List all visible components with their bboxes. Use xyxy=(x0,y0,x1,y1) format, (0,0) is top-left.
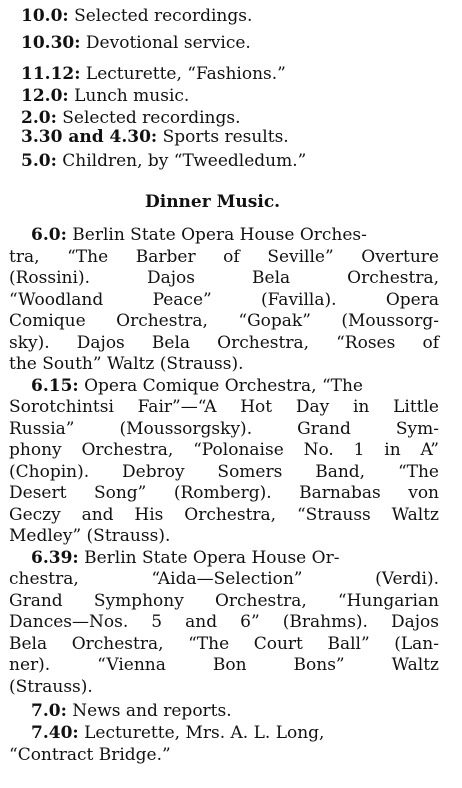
schedule-entry xyxy=(21,108,241,128)
entry-text: Lunch music. xyxy=(68,86,190,106)
block-line: Dances—Nos. 5 and 6” (Brahms). Dajos xyxy=(9,612,439,632)
block-line: chestra, “Aida—Selection” (Verdi). xyxy=(9,569,439,589)
block-line: Grand Symphony Orchestra, “Hungarian xyxy=(9,591,439,611)
entry-time: 10.0: xyxy=(21,6,69,26)
block-line: (Chopin). Debroy Somers Band, “The xyxy=(9,462,439,482)
block-line: Russia” (Moussorgsky). Grand Sym- xyxy=(9,419,439,439)
block-line: (Strauss). xyxy=(9,677,93,697)
block-line: phony Orchestra, “Polonaise No. 1 in A” xyxy=(9,440,439,460)
block-line: the South” Waltz (Strauss). xyxy=(9,354,244,374)
block-line: Sorotchintsi Fair”—“A Hot Day in Little xyxy=(9,397,439,417)
block-first-line xyxy=(31,225,367,245)
entry-time: 10.30: xyxy=(21,33,81,53)
block-line: ner). “Vienna Bon Bons” Waltz xyxy=(9,655,439,675)
schedule-entry xyxy=(21,86,189,106)
schedule-entry xyxy=(21,6,252,26)
entry-time: 12.0: xyxy=(21,86,69,106)
entry-text: Devotional service. xyxy=(80,33,251,53)
schedule-entry xyxy=(21,64,286,84)
block-line: Bela Orchestra, “The Court Ball” (Lan- xyxy=(9,634,439,654)
block-line: tra, “The Barber of Seville” Overture xyxy=(9,247,439,267)
block-time: 6.39: xyxy=(31,548,79,568)
block-line: Berlin State Opera House Or- xyxy=(78,548,340,568)
block-line: Opera Comique Orchestra, “The xyxy=(78,376,363,396)
block-time: 7.40: xyxy=(31,723,79,743)
schedule-entry xyxy=(21,33,251,53)
entry-time: 3.30 and 4.30: xyxy=(21,127,158,147)
block-line: News and reports. xyxy=(66,701,232,721)
section-heading: Dinner Music. xyxy=(145,192,281,212)
schedule-entry xyxy=(21,151,306,171)
entry-text: Selected recordings. xyxy=(56,108,241,128)
block-first-line xyxy=(31,548,339,568)
block-line: sky). Dajos Bela Orchestra, “Roses of xyxy=(9,333,439,353)
entry-time: 11.12: xyxy=(21,64,81,84)
block-time: 6.15: xyxy=(31,376,79,396)
entry-time: 2.0: xyxy=(21,108,57,128)
block-first-line xyxy=(31,723,324,743)
block-line: Lecturette, Mrs. A. L. Long, xyxy=(78,723,325,743)
block-time: 6.0: xyxy=(31,225,67,245)
program-block-7-0 xyxy=(31,701,232,721)
block-time: 7.0: xyxy=(31,701,67,721)
block-line: Medley” (Strauss). xyxy=(9,526,171,546)
entry-text: Sports results. xyxy=(157,127,289,147)
block-line: (Rossini). Dajos Bela Orchestra, xyxy=(9,268,439,288)
entry-text: Lecturette, “Fashions.” xyxy=(80,64,286,84)
block-line: Comique Orchestra, “Gopak” (Moussorg- xyxy=(9,311,439,331)
block-first-line xyxy=(31,376,363,396)
entry-text: Selected recordings. xyxy=(68,6,253,26)
entry-text: Children, by “Tweedledum.” xyxy=(56,151,307,171)
block-line: Berlin State Opera House Orches- xyxy=(66,225,367,245)
block-line: Geczy and His Orchestra, “Strauss Waltz xyxy=(9,505,439,525)
entry-time: 5.0: xyxy=(21,151,57,171)
block-line: “Contract Bridge.” xyxy=(9,745,171,765)
schedule-entry xyxy=(21,127,289,147)
block-line: “Woodland Peace” (Favilla). Opera xyxy=(9,290,439,310)
block-line: Desert Song” (Romberg). Barnabas von xyxy=(9,483,439,503)
